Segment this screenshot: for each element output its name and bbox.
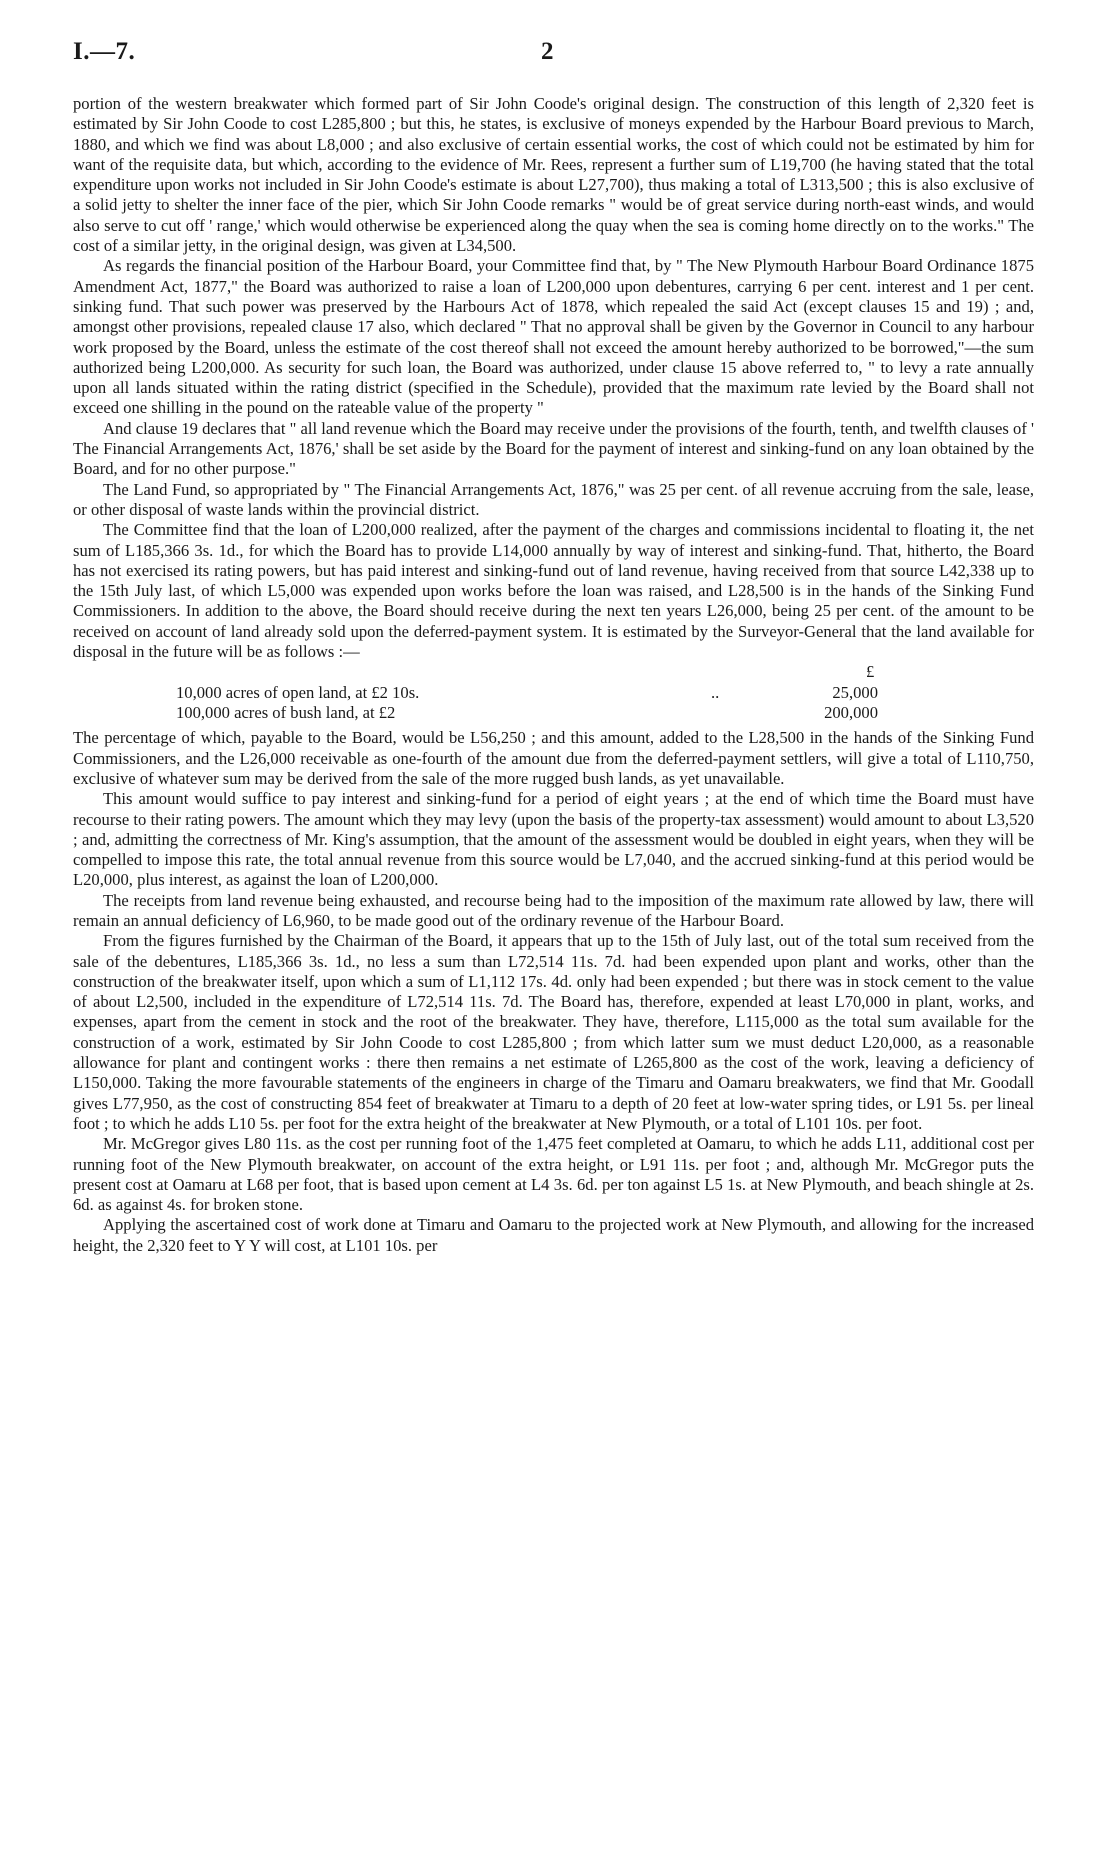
document-body <box>73 94 1034 1256</box>
estimate-amount: 25,000 <box>832 683 878 703</box>
document-reference: I.—7. <box>73 38 136 65</box>
estimate-description: 100,000 acres of bush land, at £2 <box>176 703 396 723</box>
estimate-leader: .. <box>711 683 720 703</box>
page-number: 2 <box>541 38 554 65</box>
paragraph: The percentage of which, payable to the Board, would be L56,250 ; and this amount, added to the L28,500 in the hands of the Sinking Fund Commissioners, and the L26,000 receivable as one-fourth of the amount due from the deferred-payment settlers, will give a total of L110,750, exclusive of whatever sum may be derived from the sale of the more rugged bush lands, as yet unavailable. <box>73 728 1034 788</box>
paragraph: This amount would suffice to pay interest and sinking-fund for a period of eight years ; at the end of which time the Board must have recourse to their rating powers. The amount which they may levy (upon the basis of the property-tax assessment) would amount to about L3,520 ; and, admitting the correctness of Mr. King's assumption, that the amount of the assessment would be doubled in eight years, when they will be compelled to impose this rate, the total annual revenue from this source would be L7,040, and the accrued sinking-fund at this period would be L20,000, plus interest, as against the loan of L200,000. <box>73 789 1034 890</box>
land-estimate-table <box>73 662 1034 728</box>
currency-header: £ <box>866 662 875 682</box>
page-header <box>73 38 1034 72</box>
paragraph: And clause 19 declares that " all land revenue which the Board may receive under the provisions of the fourth, tenth, and twelfth clauses of ' The Financial Arrangements Act, 1876,' shall be set aside by the Board for the payment of interest and sinking-fund on any loan obtained by the Board, and for no other purpose." <box>73 418 1034 479</box>
paragraph: The Committee find that the loan of L200,000 realized, after the payment of the charges and commissions incidental to floating it, the net sum of L185,366 3s. 1d., for which the Board has to provide L14,000 annually by way of interest and sinking-fund. That, hitherto, the Board has not exercised its rating powers, but has paid interest and sinking-fund out of land revenue, having received from that source L42,338 up to the 15th July last, of which L5,000 was expended upon works before the loan was raised, and L28,500 is in the hands of the Sinking Fund Commissioners. In addition to the above, the Board should receive during the next ten years L26,000, being 25 per cent. of the amount to be received on account of land already sold upon the deferred-payment system. It is estimated by the Surveyor-General that the land available for disposal in the future will be as follows :— <box>73 520 1034 662</box>
paragraph: Applying the ascertained cost of work done at Timaru and Oamaru to the projected work at New Plymouth, and allowing for the increased height, the 2,320 feet to Y Y will cost, at L101 10s. per <box>73 1215 1034 1255</box>
paragraph: The receipts from land revenue being exhausted, and recourse being had to the imposition of the maximum rate allowed by law, there will remain an annual deficiency of L6,960, to be made good out of the ordinary revenue of the Harbour Board. <box>73 890 1034 930</box>
paragraph: Mr. McGregor gives L80 11s. as the cost per running foot of the 1,475 feet completed at Oamaru, to which he adds L11, additional cost per running foot of the New Plymouth breakwater, on account of the extra height, or L91 11s. per foot ; and, although Mr. McGregor puts the present cost at Oamaru at L68 per foot, that is based upon cement at L4 3s. 6d. per ton against L5 1s. at New Plymouth, and beach shingle at 2s. 6d. as against 4s. for broken stone. <box>73 1134 1034 1215</box>
paragraph: From the figures furnished by the Chairman of the Board, it appears that up to the 15th of July last, out of the total sum received from the sale of the debentures, L185,366 3s. 1d., no less a sum than L72,514 11s. 7d. had been expended upon plant and works, other than the construction of the breakwater itself, upon which a sum of L1,112 17s. 4d. only had been expended ; but there was in stock cement to the value of about L2,500, included in the expenditure of L72,514 11s. 7d. The Board has, therefore, expended at least L70,000 in plant, works, and expenses, apart from the cement in stock and the root of the breakwater. They have, therefore, L115,000 as the total sum available for the construction of a work, estimated by Sir John Coode to cost L285,800 ; from which latter sum we must deduct L20,000, as a reasonable allowance for plant and contingent works : there then remains a net estimate of L265,800 as the cost of the work, leaving a deficiency of L150,000. Taking the more favourable statements of the engineers in charge of the Timaru and Oamaru breakwaters, we find that Mr. Goodall gives L77,950, as the cost of constructing 854 feet of breakwater at Timaru to a depth of 20 feet at low-water spring tides, or L91 5s. per lineal foot ; to which he adds L10 5s. per foot for the extra height of the breakwater at New Plymouth, or a total of L101 10s. per foot. <box>73 931 1034 1133</box>
paragraph: portion of the western breakwater which formed part of Sir John Coode's original design. The construction of this length of 2,320 feet is estimated by Sir John Coode to cost L285,800 ; but this, he states, is exclusive of moneys expended by the Harbour Board previous to March, 1880, and which we find was about L8,000 ; and also exclusive of certain essential works, the cost of which could not be estimated by him for want of the requisite data, but which, according to the evidence of Mr. Rees, represent a further sum of L19,700 (he having stated that the total expenditure upon works not included in Sir John Coode's estimate is about L27,700), thus making a total of L313,500 ; this is also exclusive of a solid jetty to shelter the inner face of the pier, which Sir John Coode remarks " would be of great service during north-east winds, and would also serve to cut off ' range,' which would otherwise be experienced along the quay when the sea is coming home directly on to the works." The cost of a similar jetty, in the original design, was given at L34,500. <box>73 94 1034 256</box>
estimate-description: 10,000 acres of open land, at £2 10s. <box>176 683 420 703</box>
paragraph: As regards the financial position of the Harbour Board, your Committee find that, by " The New Plymouth Harbour Board Ordinance 1875 Amendment Act, 1877," the Board was authorized to raise a loan of L200,000 upon debentures, carrying 6 per cent. interest and 1 per cent. sinking fund. That such power was preserved by the Harbours Act of 1878, which repealed the said Act (except clauses 15 and 19) ; and, amongst other provisions, repealed clause 17 also, which declared " That no approval shall be given by the Governor in Council to any harbour work proposed by the Board, unless the estimate of the cost thereof shall not exceed the amount hereby authorized to be borrowed,"—the sum authorized being L200,000. As security for such loan, the Board was authorized, under clause 15 above referred to, " to levy a rate annually upon all lands situated within the rating district (specified in the Schedule), provided that the maximum rate levied by the Board shall not exceed one shilling in the pound on the rateable value of the property " <box>73 256 1034 418</box>
paragraph: The Land Fund, so appropriated by " The Financial Arrangements Act, 1876," was 25 per cent. of all revenue accruing from the sale, lease, or other disposal of waste lands within the provincial district. <box>73 479 1034 519</box>
estimate-amount: 200,000 <box>824 703 878 723</box>
